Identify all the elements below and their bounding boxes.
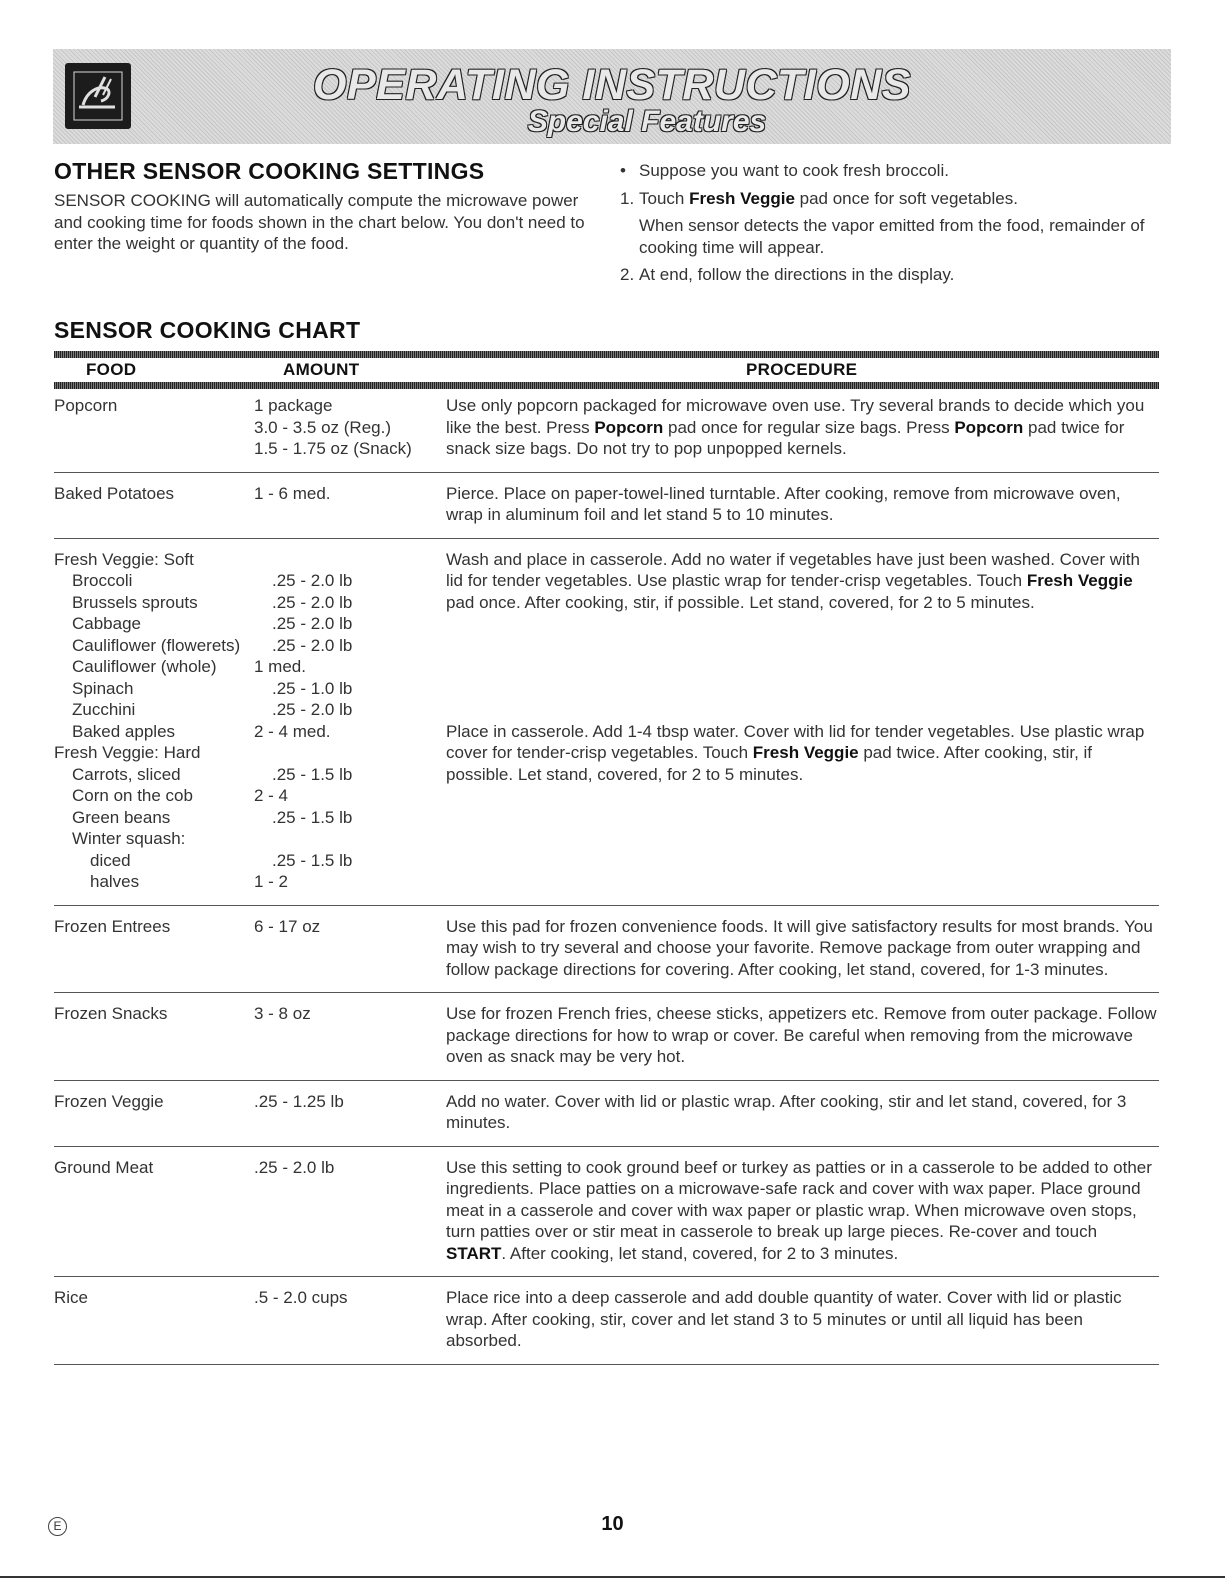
step-2-number: 2. bbox=[620, 265, 635, 284]
other-settings-intro: SENSOR COOKING will automatically compute the microwave power and cooking time for foods shown in the chart below. You don't need to enter the weight or quantity of the food. bbox=[54, 191, 585, 253]
veggie-hard-procedure bbox=[446, 721, 1159, 786]
veggie-item: Carrots, sliced bbox=[72, 764, 181, 784]
page-subtitle: Special Features bbox=[527, 105, 767, 138]
veggie-item: Brussels sprouts bbox=[72, 592, 198, 612]
veggie-soft-procedure bbox=[446, 549, 1159, 721]
page-number: 10 bbox=[601, 1513, 624, 1535]
procedure-cell: Use for frozen French fries, cheese sticks, appetizers etc. Remove from outer package. Follow package directions for how to wrap or cover. Be careful when removing from the microwave oven as snack may be very hot. bbox=[446, 1004, 1157, 1066]
procedure-cell bbox=[446, 549, 1159, 893]
food-cell bbox=[54, 549, 254, 893]
header-banner bbox=[53, 49, 1171, 144]
fresh-veggie-pad-label: Fresh Veggie bbox=[1026, 571, 1133, 590]
amount-cell bbox=[254, 395, 446, 460]
veggie-item: Spinach bbox=[72, 678, 134, 698]
example-bullet bbox=[620, 160, 1175, 182]
winter-squash-label: Winter squash: bbox=[72, 829, 186, 848]
table-row-fresh-veggie bbox=[54, 549, 1159, 906]
table-row-popcorn bbox=[54, 395, 1159, 473]
chart-heading: SENSOR COOKING CHART bbox=[54, 317, 361, 343]
procedure-cell: Use this pad for frozen convenience foods. It will give satisfactory results for most brands. You may wish to try several and choose your favorite. Remove package from outer wrapping and follow package directions for covering. After cooking, let stand, covered, for 1-3 minutes. bbox=[446, 916, 1153, 979]
table-row-frozen-entrees bbox=[54, 916, 1159, 994]
fresh-veggie-pad-label: Fresh Veggie bbox=[752, 743, 859, 762]
food-cell: Ground Meat bbox=[54, 1157, 154, 1177]
veggie-hard-label: Fresh Veggie: Hard bbox=[54, 743, 201, 762]
table-row-baked-potatoes bbox=[54, 483, 1159, 539]
bullet-text: Suppose you want to cook fresh broccoli. bbox=[639, 161, 949, 180]
amount-line: .25 - 2.0 lb bbox=[272, 571, 353, 590]
procedure-text: pad twice. After cooking, stir, if possible. Let stand, covered, for 2 to 5 minutes. bbox=[446, 743, 1093, 784]
procedure-text: Use only popcorn packaged for microwave oven use. Try several brands to decide which you like the best. Press bbox=[446, 396, 1145, 437]
broccoli-example bbox=[620, 160, 1175, 292]
veggie-item: halves bbox=[90, 872, 140, 891]
amount-line: .25 - 1.0 lb bbox=[272, 678, 353, 698]
amount-cell: 3 - 8 oz bbox=[254, 1004, 311, 1023]
step-1-note: When sensor detects the vapor emitted from the food, remainder of cooking time will appear. bbox=[639, 216, 1145, 257]
table-row-rice bbox=[54, 1287, 1159, 1365]
amount-cell: 6 - 17 oz bbox=[254, 916, 321, 936]
procedure-text: Wash and place in casserole. Add no water if vegetables have just been washed. Cover with lid for tender vegetables. Use plastic wrap for tender-crisp vegetables. Touch bbox=[446, 549, 1140, 590]
col-header-amount: AMOUNT bbox=[283, 360, 360, 379]
food-cell: Rice bbox=[54, 1288, 89, 1307]
step-1-post: pad once for soft vegetables. bbox=[794, 188, 1018, 208]
veggie-item: Green beans bbox=[72, 807, 171, 827]
step-1-pre: Touch bbox=[639, 188, 690, 208]
table-row-ground-meat bbox=[54, 1157, 1159, 1278]
procedure-text: pad once for regular size bags. Press bbox=[663, 417, 955, 437]
amount-cell: .25 - 2.0 lb bbox=[254, 1157, 335, 1177]
amount-line: 1 - 2 bbox=[254, 872, 289, 891]
veggie-soft-label: Fresh Veggie: Soft bbox=[54, 549, 194, 569]
procedure-cell: Add no water. Cover with lid or plastic wrap. After cooking, stir and let stand, covered, for 3 minutes. bbox=[446, 1091, 1127, 1132]
veggie-item: Zucchini bbox=[72, 700, 136, 719]
amount-cell: 1 - 6 med. bbox=[254, 483, 331, 503]
step-1 bbox=[620, 188, 1175, 210]
amount-line: .25 - 1.5 lb bbox=[272, 807, 353, 827]
start-pad-label: START bbox=[446, 1243, 502, 1263]
bullet-mark: • bbox=[620, 161, 626, 180]
step-2-text: At end, follow the directions in the display. bbox=[639, 265, 955, 284]
amount-line: 2 - 4 bbox=[254, 786, 289, 805]
amount-cell bbox=[254, 549, 446, 893]
food-cell: Popcorn bbox=[54, 396, 118, 415]
step-2 bbox=[620, 264, 1175, 286]
step-1-number: 1. bbox=[620, 188, 635, 208]
amount-line: 2 - 4 med. bbox=[254, 721, 331, 741]
amount-line: 3.0 - 3.5 oz (Reg.) bbox=[254, 417, 392, 437]
procedure-text: pad twice for snack size bags. Do not try to pop unpopped kernels. bbox=[446, 417, 1125, 458]
amount-cell: .5 - 2.0 cups bbox=[254, 1288, 348, 1307]
procedure-text: pad once. After cooking, stir, if possible. Let stand, covered, for 2 to 5 minutes. bbox=[446, 592, 1035, 612]
procedure-cell: Pierce. Place on paper-towel-lined turntable. After cooking, remove from microwave oven, wrap in aluminum foil and let stand 5 to 10 minutes. bbox=[446, 483, 1121, 524]
amount-line: 1 package bbox=[254, 396, 333, 415]
amount-line: 1.5 - 1.75 oz (Snack) bbox=[254, 439, 412, 458]
food-cell: Baked Potatoes bbox=[54, 483, 175, 503]
popcorn-pad-label: Popcorn bbox=[594, 417, 664, 437]
procedure-text: Use this setting to cook ground beef or turkey as patties or in a casserole to be added to other ingredients. Place patties on a microwave-safe rack and cover with wax paper. Place ground meat in a casserole and cover with wax paper or plastic wrap. When microwave oven stops, turn patties over or stir meat in casserole to break up large pieces. Re-cover and touch bbox=[446, 1157, 1152, 1241]
food-cell: Frozen Veggie bbox=[54, 1091, 164, 1111]
chart-header-rule bbox=[54, 382, 1159, 389]
col-header-food: FOOD bbox=[86, 360, 137, 379]
amount-line: 1 med. bbox=[254, 657, 306, 676]
veggie-item: Cauliflower (flowerets) bbox=[72, 635, 241, 655]
veggie-item: diced bbox=[90, 850, 131, 870]
table-row-frozen-snacks bbox=[54, 1003, 1159, 1081]
page-bottom-rule bbox=[0, 1576, 1225, 1578]
other-settings-heading: OTHER SENSOR COOKING SETTINGS bbox=[54, 158, 485, 184]
amount-line: .25 - 2.0 lb bbox=[272, 592, 353, 612]
amount-line: .25 - 2.0 lb bbox=[272, 635, 353, 655]
procedure-cell bbox=[446, 1157, 1159, 1265]
language-mark-icon: E bbox=[48, 1517, 67, 1536]
table-row-frozen-veggie bbox=[54, 1091, 1159, 1147]
popcorn-pad-label: Popcorn bbox=[954, 417, 1024, 437]
amount-line: .25 - 1.5 lb bbox=[272, 764, 353, 784]
amount-line: .25 - 2.0 lb bbox=[272, 614, 353, 633]
procedure-cell: Place rice into a deep casserole and add double quantity of water. Cover with lid or plastic wrap. After cooking, stir, cover and let stand 3 to 5 minutes or until all liquid has been absorbed. bbox=[446, 1288, 1122, 1350]
chart-top-rule bbox=[54, 351, 1159, 358]
procedure-cell bbox=[446, 395, 1159, 460]
procedure-text: Place in casserole. Add 1-4 tbsp water. Cover with lid for tender vegetables. Use plastic wrap cover for tender-crisp vegetables. Touch bbox=[446, 721, 1145, 762]
sensor-cooking-table bbox=[54, 395, 1159, 1365]
food-cell: Frozen Entrees bbox=[54, 916, 171, 936]
step-1-bold: Fresh Veggie bbox=[689, 188, 795, 208]
amount-line: .25 - 1.5 lb bbox=[272, 850, 353, 870]
procedure-text: . After cooking, let stand, covered, for 2 to 3 minutes. bbox=[501, 1243, 899, 1263]
veggie-item: Broccoli bbox=[72, 571, 133, 590]
food-cell: Frozen Snacks bbox=[54, 1004, 168, 1023]
col-header-procedure: PROCEDURE bbox=[746, 360, 858, 379]
veggie-item: Corn on the cob bbox=[72, 786, 193, 805]
veggie-item: Cauliflower (whole) bbox=[72, 657, 217, 676]
veggie-item: Cabbage bbox=[72, 614, 142, 633]
veggie-item: Baked apples bbox=[72, 721, 176, 741]
page-title: OPERATING INSTRUCTIONS bbox=[313, 61, 911, 109]
amount-cell: .25 - 1.25 lb bbox=[254, 1091, 344, 1111]
amount-line: .25 - 2.0 lb bbox=[272, 700, 353, 719]
